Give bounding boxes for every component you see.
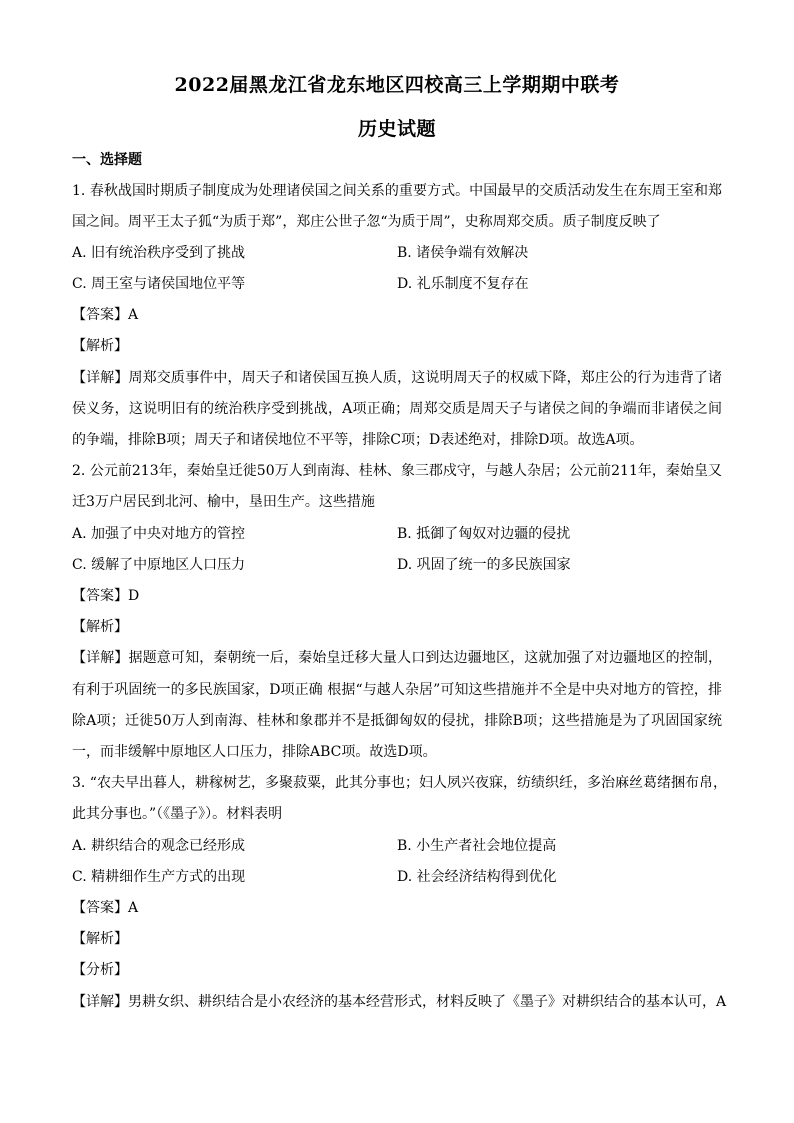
q1-option-c: C. 周王室与诸侯国地位平等 <box>72 276 246 292</box>
q2-option-d: D. 巩固了统一的多民族国家 <box>397 557 571 573</box>
q2-detail-line: 【详解】据题意可知，秦朝统一后，秦始皇迁移大量人口到达边疆地区，这就加强了对边疆地区的控制， <box>72 650 722 666</box>
q3-option-c: C. 精耕细作生产方式的出现 <box>72 869 246 885</box>
q2-detail-line: 有利于巩固统一的多民族国家，D项正确 根据“与越人杂居”可知这些措施并不全是中央对地方的管控，排 <box>72 682 722 698</box>
page-title: 2022届黑龙江省龙东地区四校高三上学期期中联考 <box>174 74 620 96</box>
q1-stem-line: 1. 春秋战国时期质子制度成为处理诸侯国之间关系的重要方式。中国最早的交质活动发生在东周王室和郑 <box>72 183 722 199</box>
q3-answer: 【答案】A <box>72 900 139 916</box>
q2-stem-line: 迁3万户居民到北河、榆中，垦田生产。这些措施 <box>72 494 375 510</box>
q3-option-a: A. 耕织结合的观念已经形成 <box>72 838 246 854</box>
q1-stem-line: 国之间。周平王太子狐“为质于郑”，郑庄公世子忽“为质于周”，史称周郑交质。质子制度反映了 <box>72 214 661 230</box>
q2-option-c: C. 缓解了中原地区人口压力 <box>72 557 246 573</box>
q3-detail-line: 【详解】男耕女织、耕织结合是小农经济的基本经营形式，材料反映了《墨子》对耕织结合的基本认可，A <box>72 994 727 1010</box>
q3-analysis-label: 【解析】 <box>72 931 128 947</box>
q1-analysis-label: 【解析】 <box>72 338 128 354</box>
q3-stem-line: 3. “农夫早出暮人，耕稼树艺，多聚菽粟，此其分事也；妇人夙兴夜寐，纺绩织纴，多治麻丝葛绪捆布帛， <box>72 775 727 791</box>
q1-answer: 【答案】A <box>72 307 139 323</box>
q2-detail-line: 一，而非缓解中原地区人口压力，排除ABC项。故选D项。 <box>72 744 437 760</box>
section-heading: 一、选择题 <box>72 152 142 168</box>
q1-detail-line: 【详解】周郑交质事件中，周天子和诸侯国互换人质，这说明周天子的权威下降，郑庄公的行为违背了诸 <box>72 370 722 386</box>
q1-detail-line: 侯义务，这说明旧有的统治秩序受到挑战，A项正确；周郑交质是周天子与诸侯之间的争端而非诸侯之间 <box>72 401 722 417</box>
q1-option-a: A. 旧有统治秩序受到了挑战 <box>72 245 246 261</box>
q3-fenxi-label: 【分析】 <box>72 962 128 978</box>
page-subtitle: 历史试题 <box>357 118 436 140</box>
q1-detail-line: 的争端，排除B项；周天子和诸侯地位不平等，排除C项；D表述绝对，排除D项。故选A项。 <box>72 432 644 448</box>
q1-option-b: B. 诸侯争端有效解决 <box>397 245 529 261</box>
q2-detail-line: 除A项；迁徙50万人到南海、桂林和象郡并不是抵御匈奴的侵扰，排除B项；这些措施是为了巩固国家统 <box>72 713 722 729</box>
q2-answer: 【答案】D <box>72 588 140 604</box>
q3-stem-line: 此其分事也。”（《墨子》）。材料表明 <box>72 806 283 822</box>
q1-option-d: D. 礼乐制度不复存在 <box>397 276 529 292</box>
q2-option-a: A. 加强了中央对地方的管控 <box>72 526 246 542</box>
q2-stem-line: 2. 公元前213年，秦始皇迁徙50万人到南海、桂林、象三郡戍守，与越人杂居；公元前211年，秦始皇又 <box>72 463 722 479</box>
q3-option-d: D. 社会经济结构得到优化 <box>397 869 557 885</box>
q2-option-b: B. 抵御了匈奴对边疆的侵扰 <box>397 526 571 542</box>
q3-option-b: B. 小生产者社会地位提高 <box>397 838 557 854</box>
q2-analysis-label: 【解析】 <box>72 619 128 635</box>
